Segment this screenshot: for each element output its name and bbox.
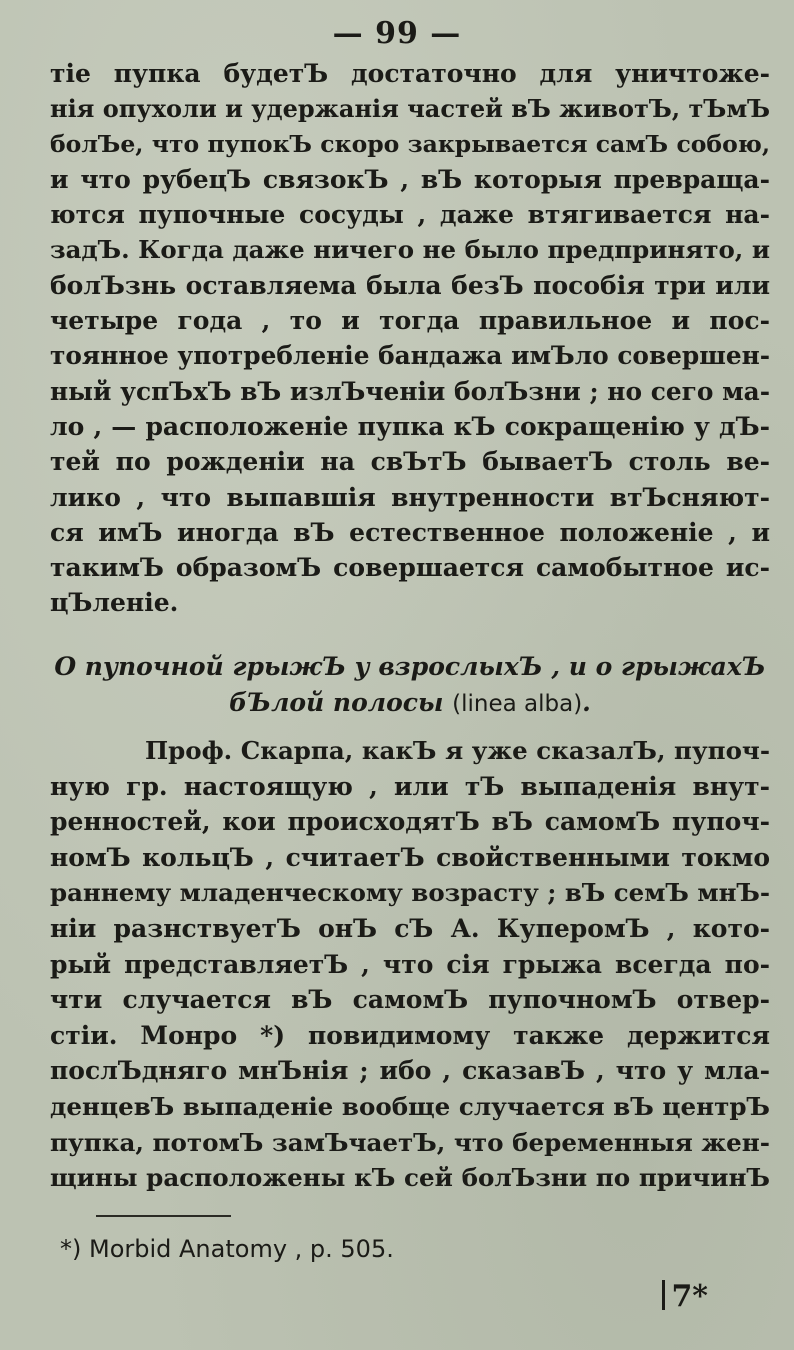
heading-period: . bbox=[582, 688, 591, 717]
text-line: стіи. Монро *) повидимому также держится bbox=[50, 1020, 770, 1050]
signature-mark bbox=[662, 1277, 708, 1317]
text-line: ся имЪ иногда вЪ естественное положеніе , и bbox=[50, 517, 770, 547]
text-line: и что рубецЪ связокЪ , вЪ которыя превраща- bbox=[50, 164, 770, 194]
text-line: лико , что выпавшія внутренности втЪсняют- bbox=[50, 482, 770, 512]
text-line: рый представляетЪ , что сія грыжа всегда по- bbox=[50, 949, 770, 979]
text-line: такимЪ образомЪ совершается самобытное ис- bbox=[50, 553, 770, 583]
signature-text: 7* bbox=[671, 1279, 708, 1314]
paragraph-continued bbox=[50, 56, 770, 621]
page-number: — 99 — bbox=[332, 16, 462, 51]
text-line: денцевЪ выпаденіе вообще случается вЪ центрЪ bbox=[50, 1091, 770, 1121]
text-line: болЪе, что пупокЪ скоро закрывается самЪ собою, bbox=[50, 129, 770, 158]
text-line: послЪдняго мнЪнія ; ибо , сказавЪ , что у мла- bbox=[50, 1056, 770, 1086]
section-heading bbox=[50, 649, 770, 722]
text-line: щины расположены кЪ сей болЪзни по причинЪ bbox=[50, 1163, 770, 1193]
text-line: ренностей, кои происходятЪ вЪ самомЪ пупоч- bbox=[50, 807, 770, 837]
heading-line bbox=[50, 685, 770, 722]
paragraph-body bbox=[50, 733, 770, 1196]
text-line: ный успЪхЪ вЪ излЪченіи болЪзни ; но сего ма- bbox=[50, 376, 770, 406]
text-line: ніи разнствуетЪ онЪ сЪ А. КуперомЪ , кото- bbox=[50, 913, 770, 943]
text-line: четыре года , то и тогда правильное и пос- bbox=[50, 306, 770, 336]
text-line: тей по рожденіи на свЪтЪ бываетЪ столь ве- bbox=[50, 447, 770, 477]
text-line: нія опухоли и удержанія частей вЪ животЪ, тЪмЪ bbox=[50, 94, 771, 124]
text-line: раннему младенческому возрасту ; вЪ семЪ мнЪ- bbox=[50, 878, 770, 908]
heading-text: бЪлой полосы bbox=[229, 688, 453, 717]
text-line: номЪ кольцЪ , считаетЪ свойственными токмо bbox=[50, 842, 770, 872]
text-line: пупка, потомЪ замЪчаетЪ, что беременныя жен- bbox=[50, 1127, 770, 1157]
text-line: чти случается вЪ самомЪ пупочномЪ отвер- bbox=[50, 985, 770, 1015]
text-line: ную гр. настоящую , или тЪ выпаденія внут- bbox=[50, 771, 770, 801]
text-line: ло , — расположеніе пупка кЪ сокращенію у дЪ- bbox=[50, 411, 770, 441]
signature-bar bbox=[662, 1280, 665, 1310]
heading-line: О пупочной грыжЪ у взрослыхЪ , и о грыжахЪ bbox=[54, 652, 766, 681]
footnote: *) Morbid Anatomy , p. 505. bbox=[60, 1235, 394, 1263]
text-line: задЪ. Когда даже ничего не было предпринято, и bbox=[50, 235, 770, 265]
text-line: тоянное употребленіе бандажа имЪло совершен- bbox=[50, 341, 771, 371]
heading-latin-term: (linea alba) bbox=[452, 691, 583, 717]
text-line: тіе пупка будетЪ достаточно для уничтоже- bbox=[50, 59, 770, 88]
text-line: Проф. Скарпа, какЪ я уже сказалЪ, пупоч- bbox=[145, 736, 770, 765]
text-line: цЪленіе. bbox=[50, 588, 179, 618]
text-line: болЪзнь оставляема была безЪ пособія три или bbox=[50, 270, 770, 300]
footnote-divider bbox=[96, 1215, 231, 1217]
text-line: ются пупочные сосуды , даже втягивается на- bbox=[50, 200, 770, 230]
